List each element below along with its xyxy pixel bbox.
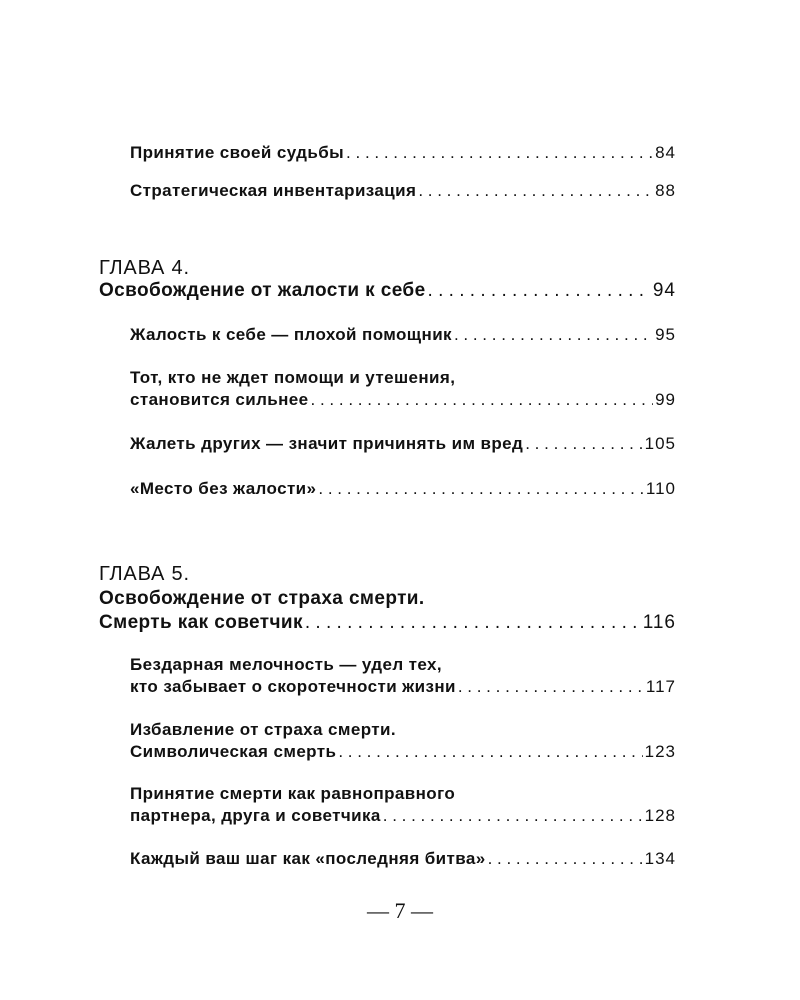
chapter-4-label: ГЛАВА 4. <box>99 257 190 279</box>
leader-dots <box>454 324 653 346</box>
toc-entry-page: 99 <box>655 390 676 409</box>
toc-entry-title: Смерть как советчик <box>99 612 303 633</box>
leader-dots <box>346 142 653 164</box>
chapter-5-title <box>99 588 676 634</box>
toc-entry-title: Символическая смерть <box>130 742 337 761</box>
toc-entry-page: 116 <box>642 612 676 633</box>
leader-dots <box>488 848 643 870</box>
toc-entry-title: Жалеть других — значит причинять им вред <box>130 434 524 453</box>
toc-entry-page: 84 <box>655 143 676 162</box>
toc-entry-self-pity <box>130 324 676 346</box>
toc-entry-title-line1: Избавление от страха смерти. <box>130 720 396 739</box>
toc-entry-title: становится сильнее <box>130 390 309 409</box>
toc-entry-page: 88 <box>655 181 676 200</box>
toc-entry-title-line1: Тот, кто не ждет помощи и утешения, <box>130 368 456 387</box>
page-number: — 7 — <box>367 898 433 923</box>
toc-entry-place-without-pity <box>130 478 676 500</box>
toc-entry-page: 117 <box>645 677 676 696</box>
leader-dots <box>311 389 654 411</box>
chapter-4-title <box>99 280 676 302</box>
leader-dots <box>458 676 644 698</box>
chapter-5-label: ГЛАВА 5. <box>99 563 190 585</box>
chapter-5-title-line1: Освобождение от страха смерти. <box>99 588 425 609</box>
toc-entry-page: 134 <box>644 849 676 868</box>
toc-entry-title: Принятие своей судьбы <box>130 143 345 162</box>
toc-entry-title: кто забывает о скоротечности жизни <box>130 677 456 696</box>
leader-dots <box>428 280 651 302</box>
toc-entry-page: 128 <box>644 806 676 825</box>
toc-entry-pettiness <box>130 654 676 698</box>
toc-entry-title: Стратегическая инвентаризация <box>130 181 417 200</box>
leader-dots <box>318 478 644 500</box>
toc-entry-becomes-stronger <box>130 367 676 411</box>
toc-entry-accepting-death <box>130 783 676 827</box>
toc-entry-title: Жалость к себе — плохой помощник <box>130 325 452 344</box>
toc-entry-page: 95 <box>655 325 676 344</box>
toc-entry-title: Каждый ваш шаг как «последняя битва» <box>130 849 486 868</box>
leader-dots <box>383 805 643 827</box>
toc-entry-last-battle <box>130 848 676 870</box>
toc-entry-title: Освобождение от жалости к себе <box>99 280 426 301</box>
leader-dots <box>305 612 641 634</box>
toc-entry-pity-others <box>130 433 676 455</box>
toc-entry-title-line1: Принятие смерти как равноправного <box>130 784 456 803</box>
toc-entry-page: 105 <box>644 434 676 453</box>
toc-entry-title: «Место без жалости» <box>130 479 317 498</box>
toc-entry-page: 110 <box>645 479 676 498</box>
toc-entry-page: 123 <box>644 742 676 761</box>
leader-dots <box>525 433 642 455</box>
leader-dots <box>338 741 642 763</box>
toc-entry-page: 94 <box>652 280 676 301</box>
toc-entry-accepting-fate <box>130 142 676 164</box>
toc-entry-strategic-inventory <box>130 180 676 202</box>
leader-dots <box>418 180 653 202</box>
toc-entry-title: партнера, друга и советчика <box>130 806 381 825</box>
toc-entry-title-line1: Бездарная мелочность — удел тех, <box>130 655 442 674</box>
toc-entry-symbolic-death <box>130 719 676 763</box>
